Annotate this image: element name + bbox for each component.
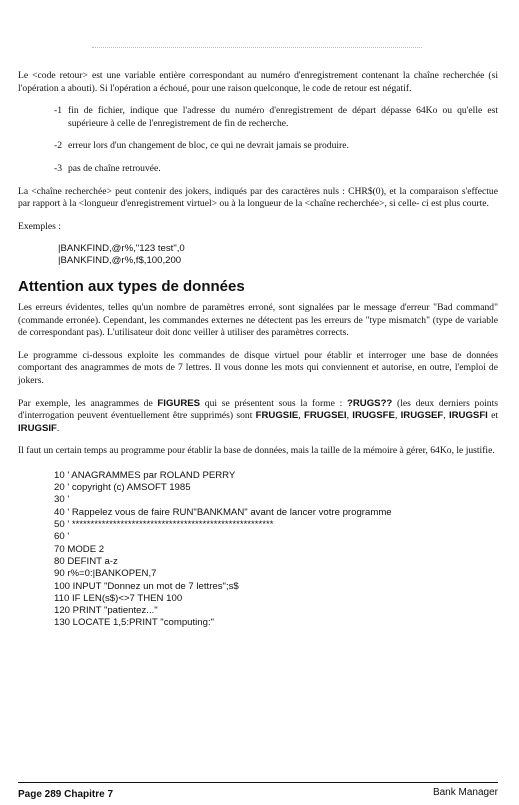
anagram-word: IRUGSIF [18, 422, 57, 434]
error-item-3 [18, 163, 498, 176]
error-number: -2 [54, 140, 62, 152]
anagram-word: IRUGSFI [448, 410, 488, 422]
anagram-word: IRUGSFE [352, 410, 395, 422]
anagram-word: FRUGSIE [255, 410, 299, 422]
code-line: 40 ' Rappelez vous de faire RUN"BANKMAN" avant de lancer votre programme [54, 506, 392, 518]
error-item-1 [18, 105, 498, 130]
code-line: 60 ' [54, 531, 70, 543]
error-item-2 [18, 140, 498, 153]
code-line: 30 ' [54, 494, 70, 506]
code-line: 110 IF LEN(s$)<>7 THEN 100 [54, 592, 183, 604]
code-listing [18, 470, 498, 630]
code-line: 120 PRINT "patientez..." [54, 605, 158, 617]
paragraph-time: Il faut un certain temps au programme pour établir la base de données, mais la taille de la mémoire à gérer, 64Ko, le justifie. [18, 445, 495, 457]
error-text: erreur lors d'un changement de bloc, ce qui ne devrait jamais se produire. [68, 140, 349, 152]
footer-rule [18, 782, 498, 783]
running-title: Bank Manager [432, 787, 498, 798]
example-line: |BANKFIND,@r%,f$,100,200 [58, 255, 182, 267]
code-line: 130 LOCATE 1,5:PRINT "computing:" [54, 617, 215, 629]
paragraph-errors: Les erreurs évidentes, telles qu'un nombre de paramètres erroné, sont signalées par le message d'erreur "Bad command" (commande erronée). Cependant, les commandes externes ne détectent pas les erreurs de "type mismatch" (type de variable de correspondant pas). L'utilisateur doit donc veiller à utiliser des paramètres corrects. [18, 301, 498, 339]
examples-block [18, 243, 498, 267]
page-footer-label: Page 289 Chapitre 7 [18, 789, 114, 800]
section-heading: Attention aux types de données [18, 278, 245, 296]
error-text: fin de fichier, indique que l'adresse du numéro d'enregistrement de départ dépasse 64Ko ou qu'elle est supérieure à celle de l'enregistrement de fin de recherche. [68, 105, 498, 129]
code-line: 100 INPUT "Donnez un mot de 7 lettres";s$ [54, 580, 239, 592]
paragraph-wildcards: La <chaîne recherchée> peut contenir des jokers, indiqués par des caractères nuls : CHR$(0), et la comparaison s'effectue par rapport à la <longueur d'enregistrement virtuel> ou à la longueur de la <chaîne recherchée>, si celle- ci est plus courte. [18, 185, 498, 210]
error-text: pas de chaîne retrouvée. [68, 162, 161, 174]
code-line: 70 MODE 2 [54, 543, 105, 555]
code-line: 80 DEFINT a-z [54, 555, 118, 567]
page-content [18, 70, 498, 630]
error-number: -1 [54, 105, 62, 117]
paragraph-return-code: Le <code retour> est une variable entière correspondant au numéro d'enregistrement contenant la chaîne recherchée (si l'opération a abouti). Si l'opération a échoué, pour une raison quelconque, le code de retour est négatif. [18, 70, 498, 94]
paragraph-anagram-example: Par exemple, les anagrammes de FIGURES qui se présentent sous la forme : ?RUGS?? (les deux derniers points d'interrogation peuvent éventuellement être supprimés) sont FRUGSIE, FRUGSEI, IRUGSFE, IRUGSEF, IRUGSFI et IRUGSIF. [18, 397, 499, 434]
code-line: 20 ' copyright (c) AMSOFT 1985 [54, 482, 191, 494]
examples-label: Exemples : [18, 220, 61, 232]
code-line: 10 ' ANAGRAMMES par ROLAND PERRY [54, 469, 236, 481]
top-decorative-rule [92, 47, 422, 48]
error-number: -3 [54, 162, 62, 174]
code-line: 50 ' ****************************************************** [54, 519, 274, 531]
word-figures: FIGURES [157, 397, 201, 409]
anagram-word: IRUGSEF [400, 410, 444, 422]
anagram-word: FRUGSEI [303, 410, 347, 422]
pattern: ?RUGS?? [346, 397, 393, 409]
code-line: 90 r%=0:|BANKOPEN,7 [54, 568, 157, 580]
paragraph-program: Le programme ci-dessous exploite les commandes de disque virtuel pour établir et interroger une base de données comportant des anagrammes de mots de 7 lettres. Il vous donne les mots qui conviennent et autorise, en outre, l'emploi de jokers. [18, 349, 498, 386]
example-line: |BANKFIND,@r%,"123 test",0 [58, 243, 185, 255]
